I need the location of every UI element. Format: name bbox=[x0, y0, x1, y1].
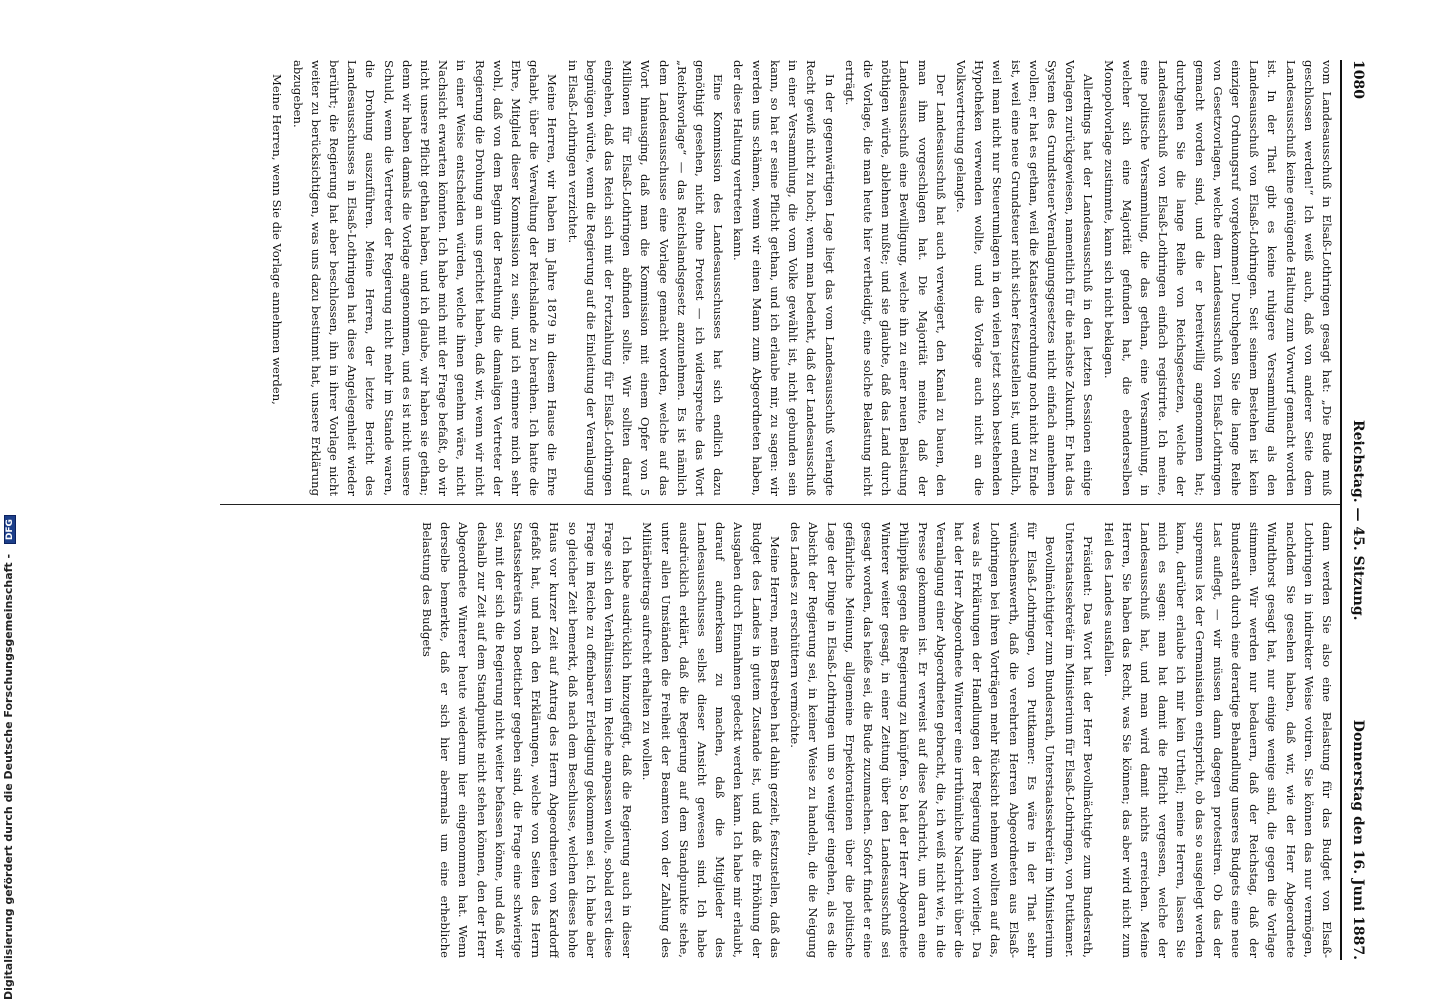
left-paragraph: vom Landesausschuß in Elsaß-Lothringen gesagt hat: „Die Bude muß geschlossen werden!“ Ich weiß auch, daß von anderer Seite dem Landesausschuß keine genügende Haltung zum Vorwurf gemacht worden ist. In der That gibt es keine ruhigere Versammlung als den Landesausschuß von Elsaß-Lothringen. Seit seinem Bestehen ist kein einziger Ordnungsruf vorgekommen! Durchgehen Sie die lange Reihe von Gesetzvorlagen, welche dem Landesausschuß von Elsaß-Lothringen gemacht worden sind, und die er bereitwillig angenommen hat; durchgehen Sie die lange Reihe von Reichsgesetzen, welche der Landesausschuß von Elsaß-Lothringen einfach registrirte. Ich meine, eine politische Versammlung, die das gethan, eine Versammlung, in welcher sich eine Majorität gefunden hat, die ebenderselben Monopolvorlage zustimmte, kann sich nicht beklagen. bbox=[1101, 60, 1334, 496]
left-paragraph: Der Landesausschuß hat auch verweigert, den Kanal zu bauen, den man ihm vorgeschlagen hat. Die Majorität meinte, daß der Landesausschuß eine Bewilligung, welche ihn zu einer neuen Belastung nöthigen würde, ablehnen mußte; und sie glaubte, daß das Land durch die Vorlage, die man heute hier vertheidigt, eine solche Belastung nicht erträgt. bbox=[842, 60, 948, 496]
left-paragraph: Meine Herren, wenn Sie die Vorlage annehmen werden, bbox=[270, 74, 285, 405]
digitization-footer bbox=[2, 0, 18, 1000]
left-paragraph: In der gegenwärtigen Lage liegt das vom Landesausschuß verlangte Recht gewiß nicht zu hoch; wenn man bedenkt, daß der Landesausschuß in einer Versammlung, die vom Volke gewählt ist, nicht gebunden sein kann, so hat er seine Pflicht gethan, und ich erlaube mir, zu sagen: wir werden uns schämen, wenn wir einen Mann zum Abgeordneten haben, der diese Haltung vertreten kann. bbox=[731, 60, 837, 496]
session-title: Reichstag. — 45. Sitzung. bbox=[1350, 420, 1366, 621]
left-paragraph: Allerdings hat der Landesausschuß in den letzten Sessionen einige Vorlagen zurückgewiesen, namentlich für die nächste Zukunft. Er hat das System des Grundsteuer-Veranlagungsgesetzes nicht einfach annehmen wollen; er hat es gethan, weil die Katasterverordnung noch nicht zu Ende ist, weil eine neue Grundsteuer nicht sicher festzustellen ist, und endlich, weil man nicht nur Steuerumlagen in den vielen jetzt schon bestehenden Hypotheken verwenden wollte, und die Vorlage auch nicht an die Volksvertretung gelangte. bbox=[953, 60, 1096, 496]
page-header bbox=[1344, 60, 1366, 960]
left-paragraph: Eine Kommission des Landesausschusses hat sich endlich dazu genöthigt gesehen, nicht ohne Protest — ich widerspreche das Wort „Reichsvorlage“ — das Reichslandsgesetz anzunehmen. Es ist nämlich dem Landesausschusse eine Vorlage gemacht worden, welche auf das Wort hinausging, daß man die Kommission mit einem Opfer von 5 Millionen für Elsaß-Lothringen abfinden sollte. Wir sollten darauf eingehen, daß das Reich sich mit der Fortzahlung für Elsaß-Lothringen begnügen würde, wenn die Regierung auf die Einleitung der Veranlagung in Elsaß-Lothringen verzichtet. bbox=[565, 60, 726, 496]
footer-credit: Digitalisierung gefördert durch die Deutsche Forschungsgemeinschaft - bbox=[2, 553, 15, 1000]
president-speech: Präsident: Das Wort hat der Herr Bevollmächtigte zum Bundesrath, Unterstaatssekretär im Ministerium für Elsaß-Lothringen, von Puttkamer. bbox=[1063, 522, 1096, 958]
right-paragraph: dann werden Sie also eine Belastung für das Budget von Elsaß-Lothringen in indirekter Weise votiren. Sie können das nur vermögen, nachdem Sie gesehen haben, daß wir, wie der Herr Abgeordnete Windthorst gesagt hat, nur einige wenige sind, die gegen die Vorlage stimmen. Wir werden nur bedauern, daß der Reichstag, daß der Bundesrath durch eine derartige Behandlung unseres Budgets eine neue Last auflegt, — wir müssen dann dagegen protestiren. Ob das der supremus lex der Germanisation entspricht, ob das so ausgelegt werden kann, darüber erlaube ich mir kein Urtheil; meine Herren, lassen Sie mich es sagen: man hat damit die Pflicht vergessen, welche der Landesausschuß hat, und man wird damit nichts erreichen. Meine Herren, Sie haben das Recht, was Sie können; das aber wird nicht zum Heil des Landes ausfallen. bbox=[1101, 522, 1334, 958]
left-paragraph: Meine Herren, wir haben im Jahre 1879 in diesem Hause die Ehre gehabt, über die Verwaltung der Reichslande zu berathen. Ich hatte die Ehre, Mitglied dieser Kommission zu sein, und ich erinnere mich sehr wohl, daß von dem Beginn der Berathung die damaligen Vertreter der Regierung die Drohung an uns gerichtet haben, daß wir, wenn wir nicht in einer Weise entscheiden würden, welche ihnen genehm wäre, nicht Nachsicht erwarten könnten. Ich habe mich mit der Frage befaßt, ob wir nicht unsere Pflicht gethan haben, und ich glaube, wir haben sie gethan; denn wir haben damals die Vorlage angenommen, und es ist nicht unsere Schuld, wenn die Vertreter der Regierung nicht mehr im Stande waren, die Drohung auszuführen. Meine Herren, der letzte Bericht des Landesausschusses in Elsaß-Lothringen hat diese Angelegenheit wieder berührt; die Regierung hat aber beschlossen, ihn in ihrer Vorlage nicht weiter zu berücksichtigen, was uns dazu bestimmt hat, unsere Erklärung abzugeben. bbox=[290, 60, 560, 496]
column-divider bbox=[220, 504, 1340, 505]
session-date: Donnerstag den 16. Juni 1887. bbox=[1350, 719, 1366, 960]
header-rule bbox=[1340, 60, 1342, 960]
right-paragraph: Ich habe ausdrücklich hinzugefügt, daß die Regierung auch in dieser Frage sich den Verhältnissen im Reiche anpassen wolle, sobald erst diese Frage im Reiche zu offenbarer Erledigung gekommen sei. Ich habe aber so gleicher Zeit bemerkt, daß nach dem Beschlusse, welchen dieses hohe Haus vor kurzer Zeit auf Antrag des Herrn Abgeordneten von Kardorff gefaßt hat, und nach den Erklärungen, welche von Seiten des Herrn Staatssekretärs von Boetticher gegeben sind, die Frage eine schwierige sei, mit der sich die Regierung nicht weiter befassen könne, und daß wir deshalb zur Zeit auf dem Standpunkte nicht stehen können, den der Herr Abgeordnete Winterer heute wiederum hier eingenommen hat. Wenn derselbe bemerkte, daß er sich hier abermals um eine erhebliche Belastung des Budgets bbox=[420, 522, 635, 958]
dfg-logo: DFG bbox=[4, 515, 16, 544]
right-paragraph: Meine Herren, mein Bestreben hat dahin gezielt, festzustellen, daß das Budget des Landes in gutem Zustande ist, und daß die Erhöhung der Ausgaben durch Einnahmen gedeckt werden kann. Ich habe mir erlaubt, darauf aufmerksam zu machen, daß die Mitglieder des Landesausschusses selbst dieser Ansicht gewesen sind. Ich habe ausdrücklich erklärt, daß die Regierung auf dem Standpunkte stehe, unter allen Umständen die Freiheit der Beamten von der Zahlung des Militärbeitrags aufrecht erhalten zu wollen. bbox=[640, 522, 782, 958]
right-paragraph: Bevollmächtigter zum Bundesrath, Unterstaatssekretär im Ministerium für Elsaß-Lothringen, von Puttkamer: Es wäre in der That sehr wünschenswerth, daß die verehrten Herren Abgeordneten aus Elsaß-Lothringen bei ihren Vorträgen mehr Rücksicht nehmen wollten auf das, was als Erklärungen der Handlungen der Regierung ihnen vorliegt. Da hat der Herr Abgeordnete Winterer eine irrthümliche Nachricht über die Veranlagung einer Abgeordneten gebracht, die, ich weiß nicht wie, in die Presse gekommen ist. Er verweist auf diese Nachricht, um daran eine Philippika gegen die Regierung zu knüpfen. So hat der Herr Abgeordnete Winterer weiter gesagt, in einer Zeitung über den Landesausschuß sei gesagt worden, das heiße sei, die Bude zuzumachen. Sofort findet er eine gefährliche Meinung, allgemeine Erpektorationen über die politische Lage der Dinge in Elsaß-Lothringen um so weniger eingehen, als es die Absicht der Regierung sei, in keiner Weise zu handeln, die die Neigung des Landes zu erschüttern vermöchte. bbox=[788, 522, 1057, 958]
page-number: 1080 bbox=[1350, 60, 1366, 99]
left-column bbox=[220, 60, 1336, 496]
right-column bbox=[220, 522, 1336, 958]
